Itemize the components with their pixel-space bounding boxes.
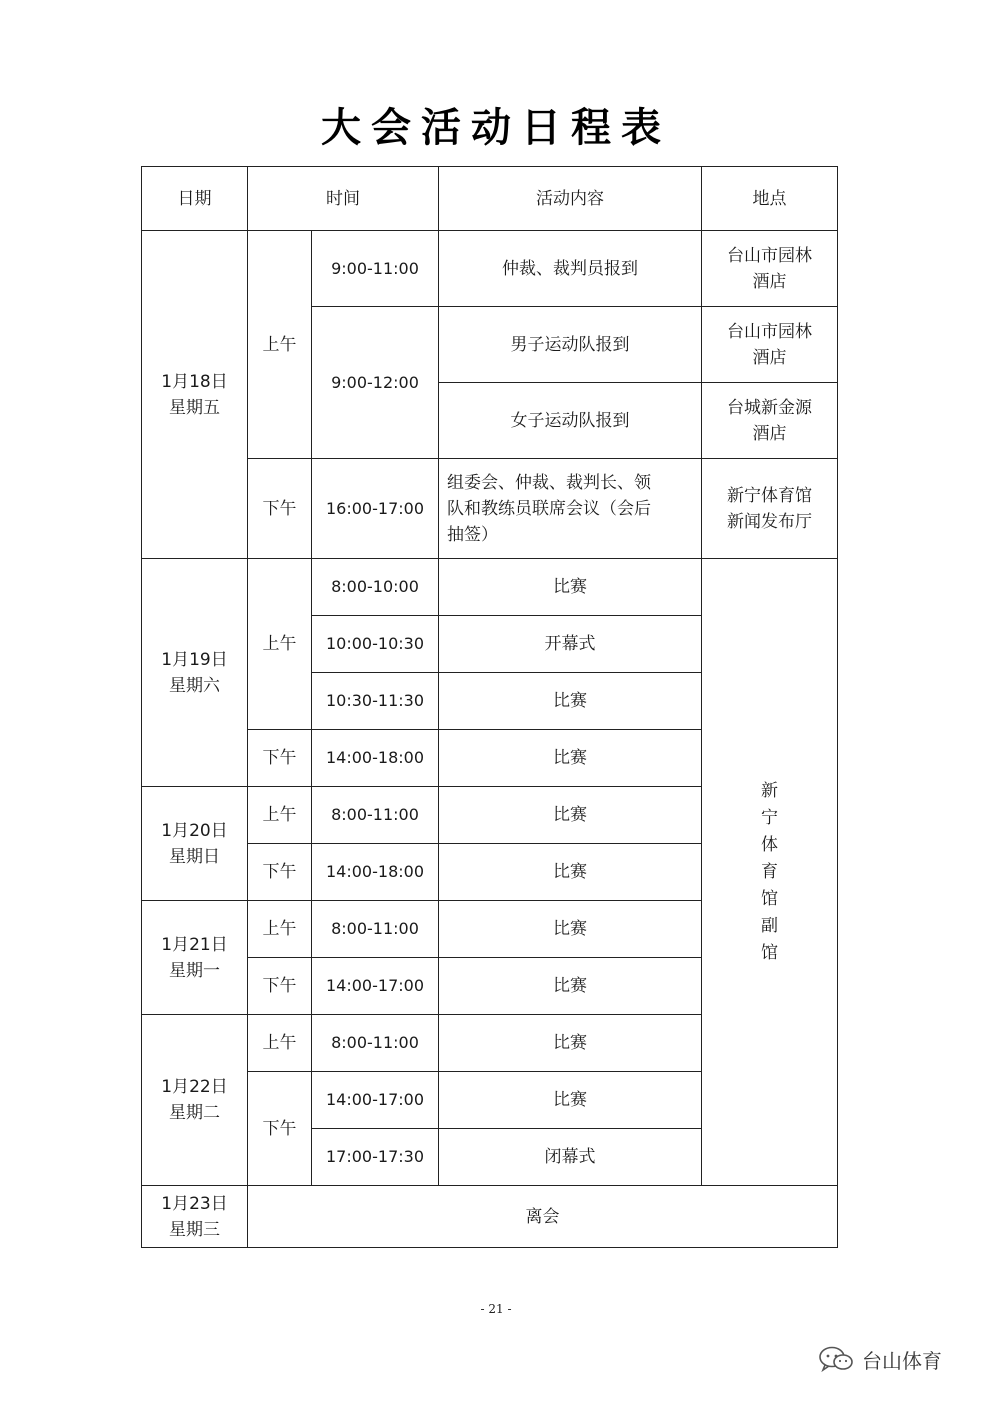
weekday-label: 星期三: [169, 1219, 220, 1240]
activity-cell: 比赛: [439, 787, 702, 844]
time-cell: 8:00-11:00: [312, 901, 439, 958]
place-cell: [702, 383, 838, 459]
date-label: 1月19日: [161, 649, 228, 670]
date-cell: [142, 1186, 248, 1248]
period-pm: 下午: [248, 958, 312, 1015]
time-cell: 14:00-17:00: [312, 958, 439, 1015]
activity-cell: 开幕式: [439, 616, 702, 673]
period-am: 上午: [248, 901, 312, 958]
activity-cell: 离会: [248, 1186, 838, 1248]
place-line: 台山市园林: [727, 321, 812, 342]
place-line: 酒店: [752, 271, 787, 292]
activity-cell: 女子运动队报到: [439, 383, 702, 459]
activity-cell: 比赛: [439, 673, 702, 730]
header-row: [142, 167, 838, 231]
date-cell: [142, 901, 248, 1015]
activity-cell: 比赛: [439, 730, 702, 787]
date-cell: [142, 1015, 248, 1186]
date-cell: [142, 231, 248, 559]
wechat-icon: [818, 1345, 854, 1373]
watermark-text: 台山体育: [862, 1348, 942, 1373]
place-cell: [702, 231, 838, 307]
place-line: 新闻发布厅: [727, 511, 812, 532]
time-cell: 14:00-18:00: [312, 730, 439, 787]
activity-line: 组委会、仲裁、裁判长、领: [447, 472, 651, 493]
period-pm: 下午: [248, 730, 312, 787]
period-am: 上午: [248, 559, 312, 730]
header-time: 时间: [248, 167, 439, 231]
venue-main-cell: [702, 559, 838, 1186]
schedule-table: [141, 166, 838, 1248]
header-activity: 活动内容: [439, 167, 702, 231]
period-am: 上午: [248, 787, 312, 844]
watermark: [818, 1344, 942, 1374]
table-row: [142, 1186, 838, 1248]
activity-cell: 比赛: [439, 844, 702, 901]
place-cell: [702, 459, 838, 559]
place-line: 台城新金源: [727, 397, 812, 418]
activity-cell: 闭幕式: [439, 1129, 702, 1186]
venue-main-label: 新宁体育馆副馆: [760, 780, 778, 963]
date-cell: [142, 559, 248, 787]
activity-cell: 比赛: [439, 1072, 702, 1129]
page-number: - 21 -: [480, 1302, 512, 1316]
activity-cell: 比赛: [439, 958, 702, 1015]
page-title: 大会活动日程表: [321, 104, 671, 151]
weekday-label: 星期一: [169, 960, 220, 981]
place-line: 酒店: [752, 347, 787, 368]
time-cell: 8:00-10:00: [312, 559, 439, 616]
activity-cell: 比赛: [439, 1015, 702, 1072]
header-place: 地点: [702, 167, 838, 231]
place-cell: [702, 307, 838, 383]
activity-line: 队和教练员联席会议（会后: [447, 498, 651, 519]
activity-cell: [439, 459, 702, 559]
weekday-label: 星期二: [169, 1103, 220, 1123]
activity-cell: 比赛: [439, 559, 702, 616]
place-line: 台山市园林: [727, 245, 812, 266]
date-label: 1月18日: [161, 371, 228, 392]
period-pm: 下午: [248, 844, 312, 901]
weekday-label: 星期五: [169, 397, 220, 418]
time-cell: 9:00-11:00: [312, 231, 439, 307]
time-cell: 17:00-17:30: [312, 1129, 439, 1186]
period-pm: 下午: [248, 1072, 312, 1186]
date-label: 1月20日: [161, 820, 228, 841]
time-cell: 8:00-11:00: [312, 787, 439, 844]
time-cell: 14:00-17:00: [312, 1072, 439, 1129]
time-cell: 10:30-11:30: [312, 673, 439, 730]
date-label: 1月22日: [161, 1077, 228, 1097]
activity-cell: 仲裁、裁判员报到: [439, 231, 702, 307]
time-cell: 9:00-12:00: [312, 307, 439, 459]
weekday-label: 星期六: [169, 675, 220, 696]
table-row: [142, 231, 838, 307]
time-cell: 14:00-18:00: [312, 844, 439, 901]
date-cell: [142, 787, 248, 901]
activity-cell: 男子运动队报到: [439, 307, 702, 383]
date-label: 1月21日: [161, 934, 228, 955]
time-cell: 16:00-17:00: [312, 459, 439, 559]
activity-line: 抽签）: [447, 524, 498, 545]
period-am: 上午: [248, 231, 312, 459]
period-am: 上午: [248, 1015, 312, 1072]
place-line: 新宁体育馆: [727, 485, 812, 506]
period-pm: 下午: [248, 459, 312, 559]
weekday-label: 星期日: [169, 846, 220, 867]
table-row: [142, 559, 838, 616]
time-cell: 10:00-10:30: [312, 616, 439, 673]
activity-cell: 比赛: [439, 901, 702, 958]
place-line: 酒店: [752, 423, 787, 444]
date-label: 1月23日: [161, 1193, 228, 1214]
header-date: 日期: [142, 167, 248, 231]
time-cell: 8:00-11:00: [312, 1015, 439, 1072]
